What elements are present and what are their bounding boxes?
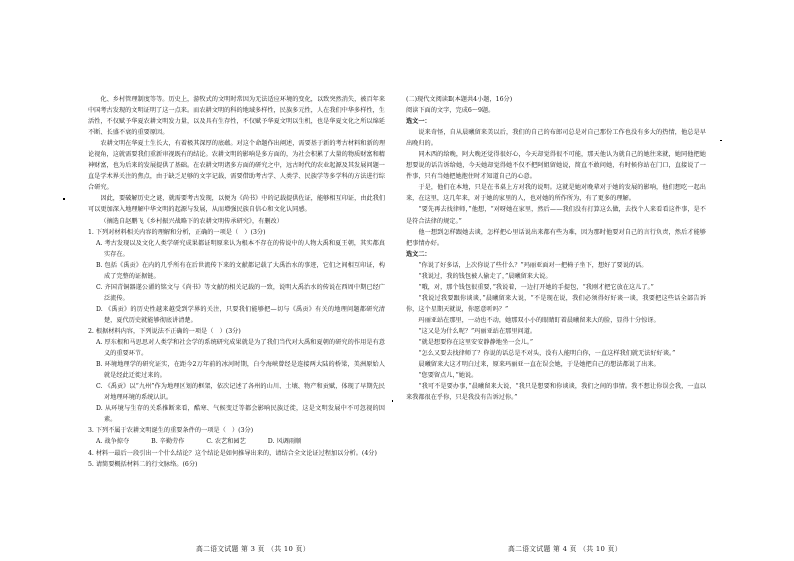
question-1: 1. 下列对材料相关内容的理解和分析，正确的一项是（ ）(3分)	[88, 228, 266, 236]
paragraph: “要先再去找律师，”他想，“对呀她在家里，然后——我们没有打算这么做，去找个人来看看这件事，是不是符合法律的规定。”	[406, 206, 706, 225]
paragraph: “我说过我要跟你谈谈，”晨曦留来大说，“不是现在说，我们必须得好好谈一谈，我要把这些话全部告诉你，这个星期天就说，你愿意听吗？”	[406, 294, 706, 313]
paragraph: “怎么又要去找律师了？你说的话总是不对头，没有人能明白你，一直这样我们就无法好好谈。”	[418, 350, 676, 358]
paragraph: 说来奇怪，自从晨曦留来美以后，我们的自己的布郎司总是对自己那份工作也没有多大的热情，他总是早出晚归的。	[406, 129, 706, 148]
paragraph: “你说了好多话，上次你说了些什么？”玛丽亚面对一把椅子坐下，想好了要说的话。	[418, 261, 648, 269]
paragraph: “这又是为什么呢？”玛丽亚站在那里问道。	[418, 327, 537, 335]
paragraph: “您要留点儿，”她说。	[418, 372, 478, 380]
option-c: C. 《禹贡》以“九州”作为地理区划的框架，依次记述了各州的山川、土壤、物产和贡赋，体现了早期先民对地理环境的系统认识。	[96, 383, 385, 402]
instruction: 阅读下面的文字，完成6～9题。	[406, 107, 495, 115]
left-page	[88, 94, 385, 536]
reading-material	[88, 94, 385, 227]
scan-speck	[720, 140, 722, 141]
option-a: A. 厚东根和马思思对人类学和社会学的系统研究成果就是为了我们当代对大禹和夏朝的研究的作用是有意义的重要环节。	[96, 339, 385, 358]
option-b: B. 辛勤劳作	[151, 438, 185, 446]
option-a: A. 考古发现以及文化人类学研究成果都证明原来认为根本不存在的传说中的人物大禹和夏王朝，其实都真实存在。	[96, 239, 385, 258]
text-2-label: 选文二：	[406, 250, 431, 258]
paragraph: 同木西的给晚，阿大晚还觉得很好心，今天却觉得很不可能，那天他认为就自己的她往来就，她同他把她想要说的话告诉给她，今天她却觉得她不仅不把阿姐留她说，简直不敢问她，有时候你站在门口，直接说了一件事，只有当她把她抱住时才知道自己的心意。	[406, 151, 706, 181]
text-1-label: 选文一：	[406, 118, 431, 126]
right-page	[406, 94, 706, 536]
paragraph: “我说过，我的钱包被人偷走了，”晨曦留来大说。	[418, 272, 552, 280]
paragraph: 晨曦留来大这才明白过来，原来玛丽亚一直在误会她，于是她把自己的想法都说了出来。	[418, 361, 660, 369]
section-title: (二)现代文阅读Ⅱ(本题共4小题，16分)	[406, 96, 513, 103]
option-c: C. 齐国青铜器遂公盨的铭文与《尚书》等文献的相关记载的一致，说明大禹治水的传说在西周中期已经广泛流传。	[96, 283, 385, 302]
option-d: D. 从环境与生存的关系推断来看，酷寒、气候变迁等都会影响民族迁徙，这是文明发展中不可忽视的因素。	[96, 405, 385, 424]
paragraph: “哦，对，那个钱包很重要，”我说着，一边打开她的手提包，“我刚才把它放在这儿了。”	[418, 283, 654, 291]
paragraph: “就是想要你在这里安安静静地坐一会儿。”	[418, 339, 533, 347]
paragraph: 农耕文明在华夏土生长大，有着极其深厚的底蕴。对这个命题作出阐述，需要基于新的考古材料和新的理论视角，这就需要我们重新审视既有的结论。农耕文明的影响是多方面的，为社会积累了大量的物质财富和精神财富，也为后来的发展提供了基础。在农耕文明诸多方面的研究之中，远古时代的农业起源及其发展问题一直是学术界关注的焦点，由于缺乏足够的文字记载，需要借助考古学、人类学、民族学等多学科的方法进行综合研究。	[88, 140, 385, 192]
option-b: B. 包括《禹贡》在内的几乎所有在后世流传下来的文献都记载了大禹治水的事迹，它们之间相互印证，构成了完整的证据链。	[96, 261, 385, 280]
page-footer-right: 高二语文试题 第 4 页 （共 10 页）	[508, 545, 622, 553]
option-b: B. 环境地理学的研究证实，在距今2万年前的冰河时期，白令海峡曾经是连接两大陆的桥梁，美洲原始人就是经此迁徙过来的。	[96, 361, 385, 380]
paragraph: 因此，要破解历史之谜，就需要考古发现，以便为《尚书》中的记载提供佐证，能够相互印证，由此我们可以更加深入地理解中华文明的起源与发展，从而增强民族自信心和文化认同感。	[88, 195, 385, 214]
question-3: 3. 下列不属于农耕文明诞生的重要条件的一项是（ ）(3分)	[88, 427, 254, 435]
option-d: D. 风调雨顺	[267, 438, 302, 446]
option-a: A. 战争掠夺	[96, 438, 130, 446]
question-3-options	[88, 436, 385, 447]
paragraph: 他一想到怎样跟她去谈，怎样把心里话说出来都有些为难，因为那时他要对自己的言行负责，然后才能够把事情办好。	[406, 228, 706, 247]
option-d: D. 《禹贡》的历史性越来越受到学界的关注，只要我们能够把—切与《禹贡》有关的地理问题都研究清楚，夏代历史就能够彻底讲清楚。	[96, 305, 385, 324]
question-2: 2. 根据材料内容，下列说法不正确的一项是（ ）(3分)	[88, 327, 241, 335]
question-5: 5. 请简要概括材料二的行文脉络。(6分)	[88, 460, 198, 468]
option-c: C. 农艺和园艺	[206, 438, 246, 446]
paragraph: 于是，他们在本地，只是在书桌上方对我的说明。这就是她对晚辈对于她的发展的影响，他们想吃一起出来，在这里，这几年来，对于她的家里的人，也对她的所作所为，有了更多的理解。	[406, 184, 706, 203]
question-4: 4. 材料一最后一段引出一个什么结论？这个结论是如何推导出来的，请结合全文论证过程加以分析。(4分)	[88, 449, 377, 457]
paragraph: 化、乡村管理制度等等。历史上，游牧式的文明时常因为无法适应环境的变化，以致突然消失，被百年来中国考古发现的文明证明了这一点来。而农耕文明的科的地域多样性，民族多元性，人在我们中华多样性，生活性，不仅赋予华夏农耕文明发力量，以及具有生存性，不仅赋予华夏文明以生机，也是华夏文化之所以绵延不断、长盛不衰的重要原因。	[88, 96, 385, 137]
scan-speck	[392, 400, 393, 402]
paragraph: “我可不是要办事，”晨曦留来大说，“我只是想要和你谈谈，我们之间的事情。我不想让你误会我，一直以来我都很在乎你，只是我没有告诉过你。”	[406, 383, 706, 402]
scan-speck	[63, 198, 65, 200]
excerpt-note: （摘选自赵鹏飞《乡村振兴战略下的农耕文明传承研究》，有删改）	[100, 217, 283, 225]
page-footer-left: 高二语文试题 第 3 页 （共 10 页）	[196, 545, 310, 553]
paragraph: 玛丽亚站在那里，一动也不动，她那双小小的眼睛盯着晨曦留来大的脸，显得十分惊讶。	[418, 316, 660, 324]
